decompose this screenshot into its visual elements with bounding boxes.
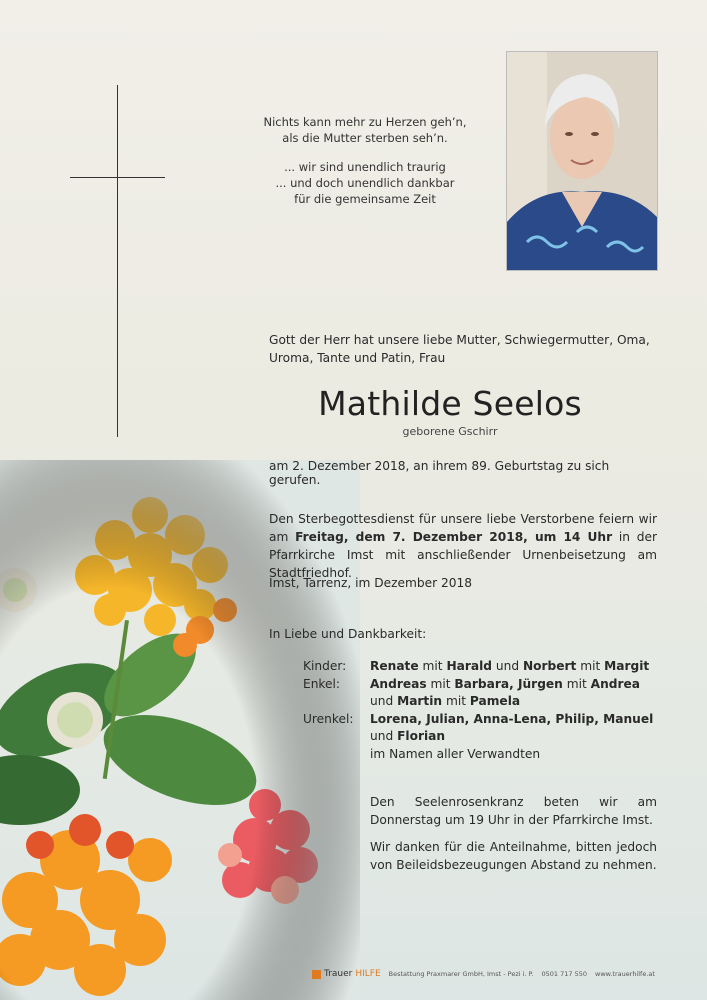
family-names xyxy=(370,658,660,676)
family-list xyxy=(303,658,660,763)
family-connector: mit xyxy=(576,659,605,673)
family-connector: mit xyxy=(418,659,447,673)
logo-text-b: HILFE xyxy=(355,969,381,979)
quote-stanza-1 xyxy=(240,114,490,146)
family-connector: und xyxy=(370,694,398,708)
family-member-name: Martin xyxy=(397,694,443,708)
family-member-name: Margit xyxy=(604,659,650,673)
family-member-name: Norbert xyxy=(522,659,577,673)
family-connector: im Namen aller Verwandten xyxy=(370,746,541,761)
intro-text: Gott der Herr hat unsere liebe Mutter, Schwiegermutter, Oma, Uroma, Tante und Patin, Frau xyxy=(269,333,650,365)
in-love-line: In Liebe und Dankbarkeit: xyxy=(269,627,427,641)
family-connector: mit xyxy=(442,694,470,708)
thanks-text: Wir danken für die Anteilnahme, bitten jedoch von Beileidsbezeugungen Abstand zu nehmen. xyxy=(370,840,657,872)
family-names xyxy=(370,746,660,764)
portrait-photo xyxy=(506,51,658,271)
family-names xyxy=(370,711,660,746)
service-text xyxy=(269,510,657,582)
family-row xyxy=(303,711,660,746)
family-row xyxy=(303,746,660,764)
family-connector: und xyxy=(492,659,523,673)
family-connector: mit xyxy=(562,676,591,691)
family-member-name: Andreas xyxy=(370,676,427,691)
service-datetime: Freitag, dem 7. Dezember 2018, um 14 Uhr xyxy=(295,530,613,544)
family-row xyxy=(303,676,660,711)
quote-line: ... wir sind unendlich traurig xyxy=(284,160,446,174)
quote-line: als die Mutter sterben seh’n. xyxy=(282,131,448,145)
family-connector: mit xyxy=(426,676,455,691)
family-member-name: Andrea xyxy=(590,676,640,691)
footer-url: www.trauerhilfe.at xyxy=(595,970,655,978)
trauerhilfe-logo xyxy=(312,969,381,979)
family-label: Enkel: xyxy=(303,676,341,691)
quote-line: ... und doch unendlich dankbar xyxy=(275,176,455,190)
logo-icon xyxy=(312,970,321,979)
quote-stanza-2 xyxy=(240,159,490,207)
family-row xyxy=(303,658,660,676)
quote-block xyxy=(240,114,490,220)
service-pre: Den Sterbegottesdienst für unsere liebe Verstorbene feiern wir am xyxy=(269,512,657,544)
birth-name: geborene Gschirr xyxy=(402,425,498,438)
family-member-name: Renate xyxy=(370,659,419,673)
cross-vertical xyxy=(117,85,118,437)
family-label xyxy=(303,746,370,764)
family-connector: und xyxy=(370,729,398,743)
family-member-name: Florian xyxy=(397,729,446,743)
quote-line: Nichts kann mehr zu Herzen geh’n, xyxy=(263,115,467,129)
place-date: Imst, Tarrenz, im Dezember 2018 xyxy=(269,576,473,590)
logo-text-a: Trauer xyxy=(324,969,353,979)
family-member-name: Barbara, Jürgen xyxy=(454,676,563,691)
footer xyxy=(312,969,655,979)
deceased-name: Mathilde Seelos xyxy=(318,384,582,423)
family-names xyxy=(370,676,660,711)
quote-line: für die gemeinsame Zeit xyxy=(294,192,436,206)
family-label: Kinder: xyxy=(303,659,347,673)
rosary-text: Den Seelenrosenkranz beten wir am Donnerstag um 19 Uhr in der Pfarrkirche Imst. xyxy=(370,795,657,827)
family-member-name: Pamela xyxy=(469,694,521,708)
family-label: Urenkel: xyxy=(303,711,354,726)
cross-horizontal xyxy=(70,177,165,178)
service-post: in der Pfarrkirche Imst mit anschließender Urnenbeisetzung am Stadtfriedhof. xyxy=(269,530,657,580)
footer-phone: 0501 717 550 xyxy=(541,970,588,978)
family-member-name: Harald xyxy=(446,659,493,673)
footer-company: Bestattung Praxmarer GmbH, Imst - Pezi i. P. xyxy=(388,970,534,978)
family-member-name: Lorena, Julian, Anna-Lena, Philip, Manuel xyxy=(370,711,654,726)
death-date-text: am 2. Dezember 2018, an ihrem 89. Geburtstag zu sich gerufen. xyxy=(269,459,610,487)
